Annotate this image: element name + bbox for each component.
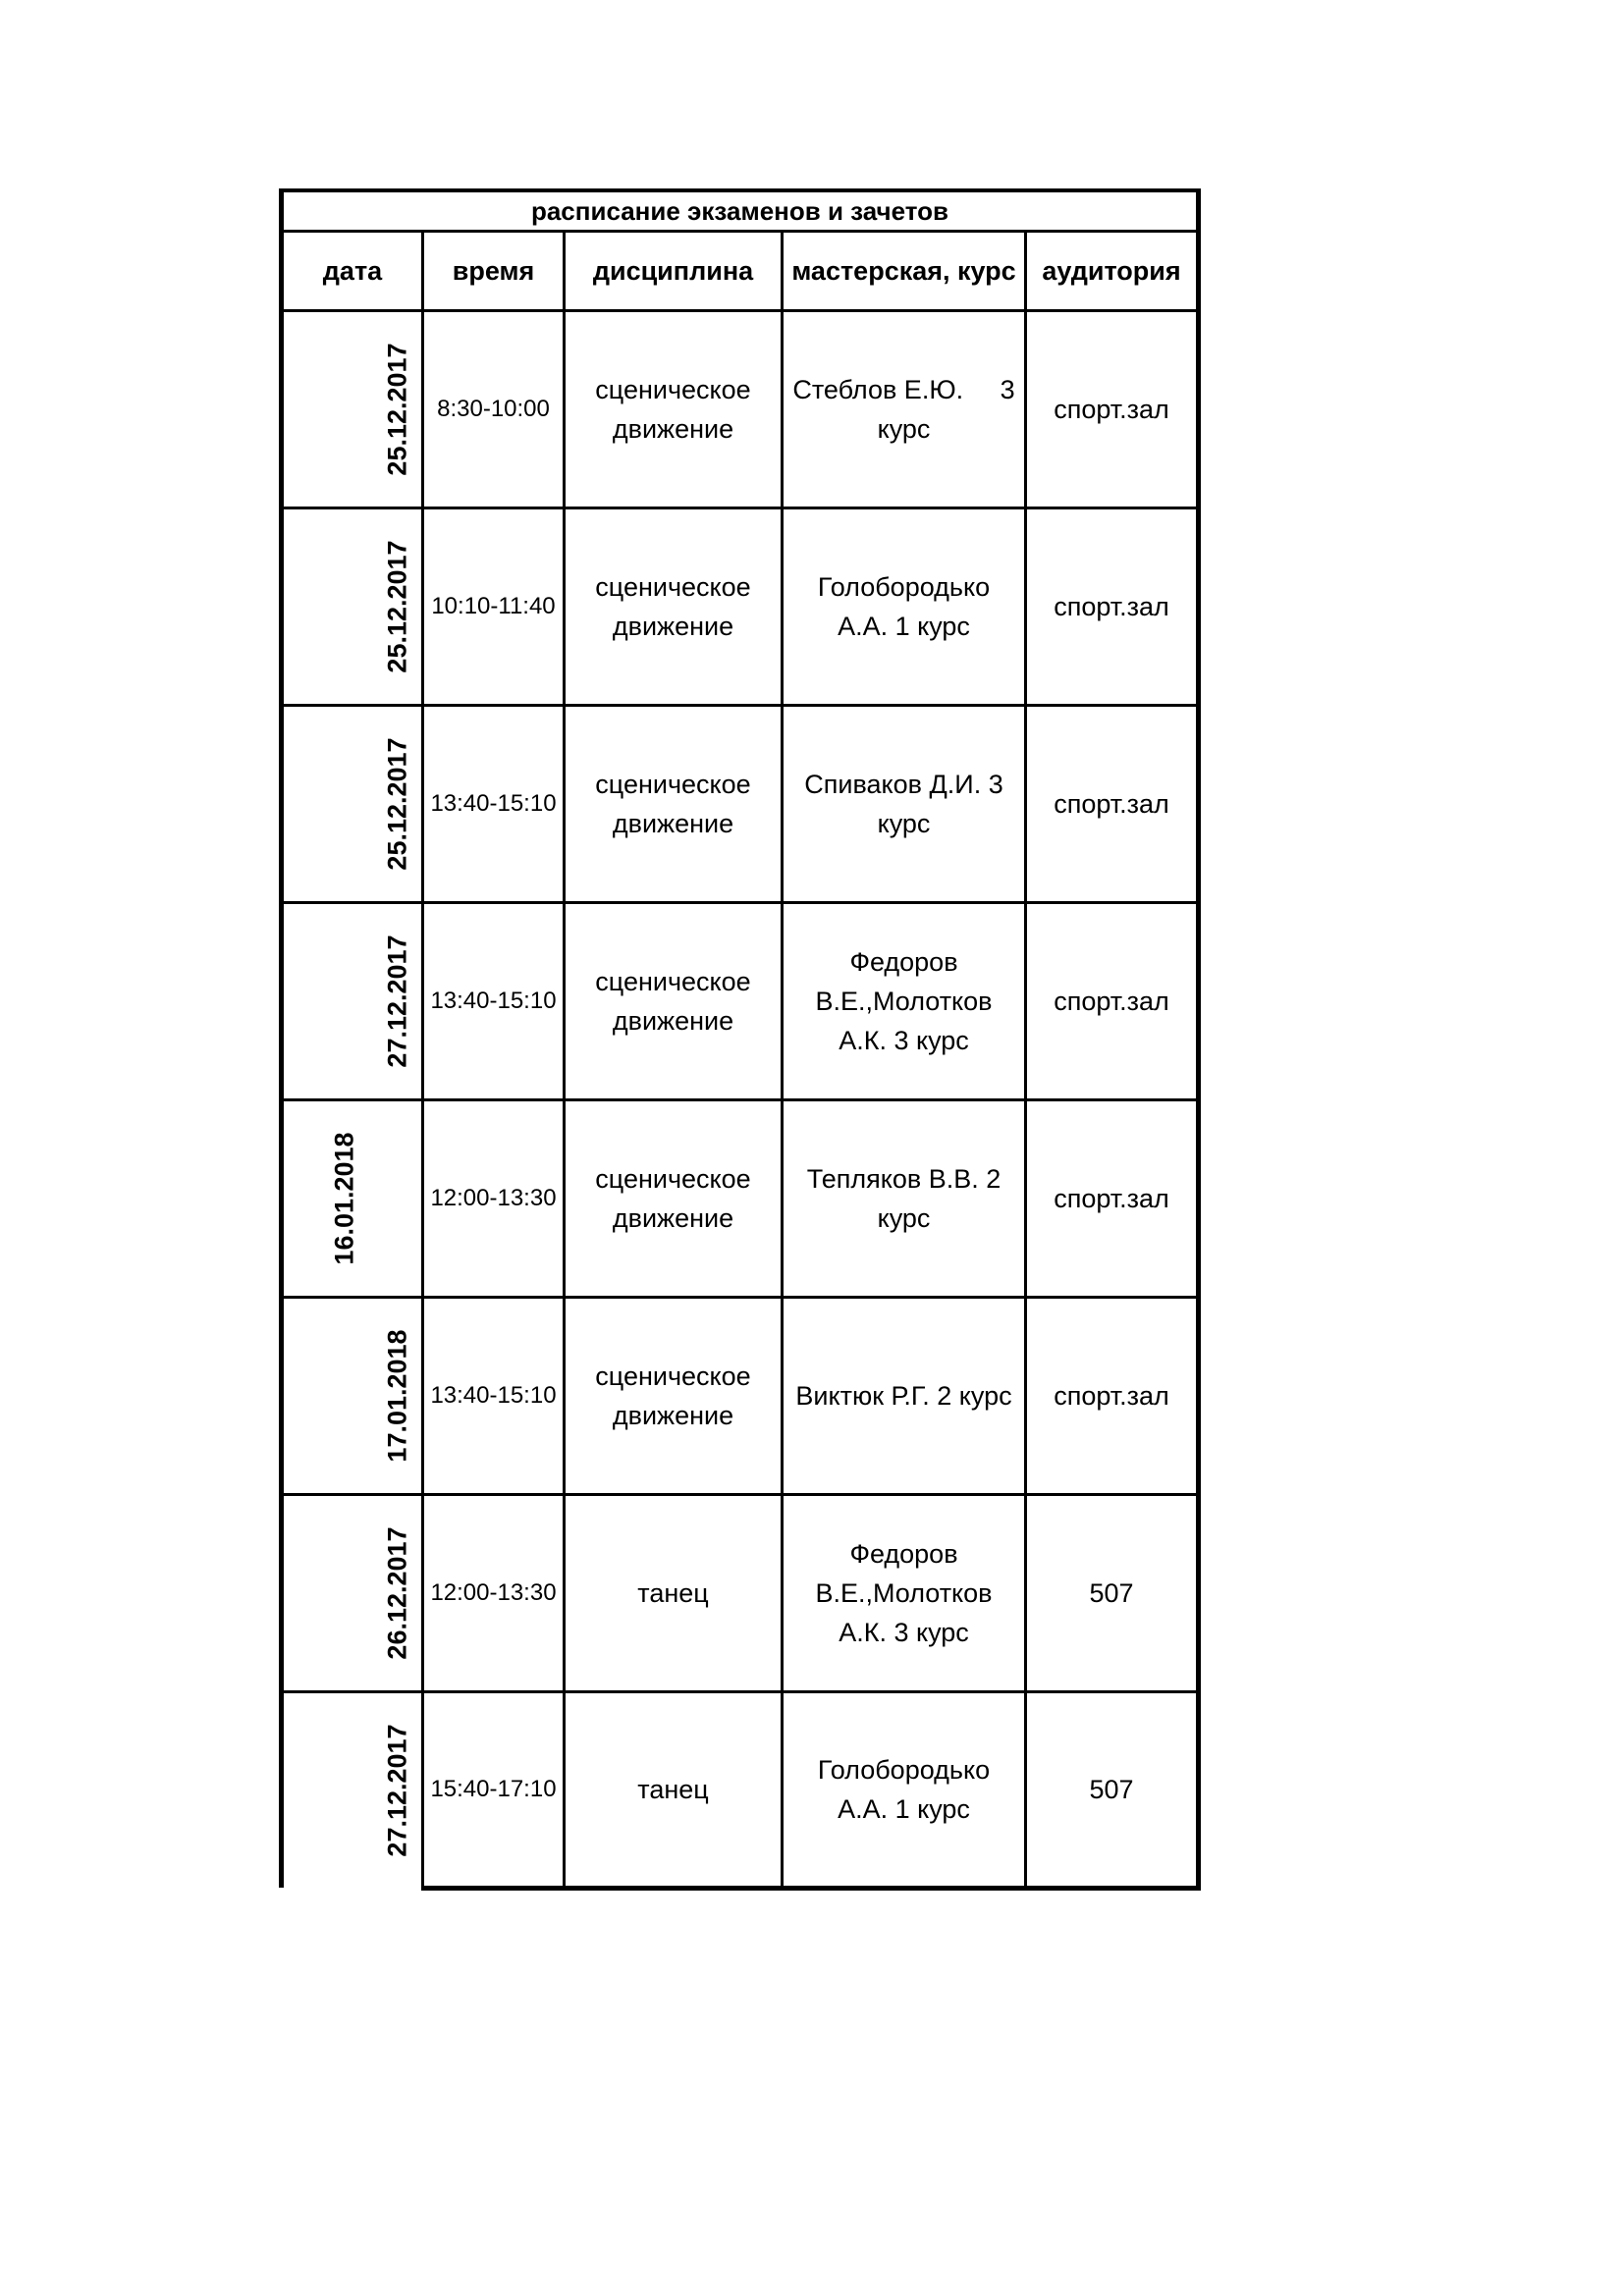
header-master: мастерская, курс xyxy=(783,232,1026,311)
time-cell: 13:40-15:10 xyxy=(423,903,565,1100)
date-cell xyxy=(282,1495,423,1692)
discipline-text: сценическое движение xyxy=(595,375,751,444)
master-cell xyxy=(783,508,1026,706)
date-cell xyxy=(282,508,423,706)
time-cell: 8:30-10:00 xyxy=(423,311,565,508)
schedule-title: расписание экзаменов и зачетов xyxy=(282,190,1199,232)
date-cell xyxy=(282,706,423,903)
date-text: 16.01.2018 xyxy=(329,1132,359,1265)
master-text: Федоров В.Е.,Молотков А.К. 3 курс xyxy=(815,947,993,1055)
time-cell: 15:40-17:10 xyxy=(423,1692,565,1889)
schedule-table xyxy=(279,188,1201,1891)
table-row xyxy=(282,706,1199,903)
master-text: Тепляков В.В. 2 курс xyxy=(806,1164,1001,1233)
header-time: время xyxy=(423,232,565,311)
discipline-text: сценическое движение xyxy=(595,770,751,838)
table-row xyxy=(282,903,1199,1100)
discipline-text: танец xyxy=(637,1578,709,1608)
discipline-cell xyxy=(565,706,783,903)
discipline-text: сценическое движение xyxy=(595,967,751,1036)
room-cell: спорт.зал xyxy=(1026,508,1199,706)
table-row xyxy=(282,508,1199,706)
discipline-text: сценическое движение xyxy=(595,1362,751,1430)
room-cell: спорт.зал xyxy=(1026,706,1199,903)
time-cell: 10:10-11:40 xyxy=(423,508,565,706)
discipline-cell xyxy=(565,508,783,706)
date-text: 25.12.2017 xyxy=(382,737,412,871)
time-cell: 13:40-15:10 xyxy=(423,706,565,903)
discipline-cell xyxy=(565,1692,783,1889)
room-cell: 507 xyxy=(1026,1495,1199,1692)
table-row xyxy=(282,311,1199,508)
master-cell xyxy=(783,1298,1026,1495)
discipline-cell xyxy=(565,311,783,508)
date-text: 27.12.2017 xyxy=(382,1724,412,1857)
date-text: 25.12.2017 xyxy=(382,343,412,476)
master-cell xyxy=(783,903,1026,1100)
date-text: 17.01.2018 xyxy=(382,1329,412,1463)
discipline-cell xyxy=(565,1298,783,1495)
time-cell: 13:40-15:10 xyxy=(423,1298,565,1495)
room-cell: спорт.зал xyxy=(1026,1298,1199,1495)
table-row xyxy=(282,1298,1199,1495)
table-row xyxy=(282,1100,1199,1298)
table-row xyxy=(282,1692,1199,1889)
date-cell xyxy=(282,903,423,1100)
header-room: аудитория xyxy=(1026,232,1199,311)
date-cell xyxy=(282,1692,423,1889)
discipline-cell xyxy=(565,903,783,1100)
header-discipline: дисциплина xyxy=(565,232,783,311)
master-cell xyxy=(783,1692,1026,1889)
discipline-text: сценическое движение xyxy=(595,572,751,641)
master-text: Спиваков Д.И. 3 курс xyxy=(804,770,1003,838)
table-row xyxy=(282,1495,1199,1692)
date-cell xyxy=(282,1100,423,1298)
discipline-cell xyxy=(565,1100,783,1298)
master-cell xyxy=(783,706,1026,903)
date-cell xyxy=(282,311,423,508)
date-text: 25.12.2017 xyxy=(382,540,412,673)
date-cell xyxy=(282,1298,423,1495)
schedule-sheet xyxy=(279,188,1196,1891)
room-cell: 507 xyxy=(1026,1692,1199,1889)
master-text: Виктюк Р.Г. 2 курс xyxy=(795,1381,1012,1411)
date-text: 26.12.2017 xyxy=(382,1526,412,1660)
master-text: Стеблов Е.Ю. 3 курс xyxy=(792,375,1023,444)
room-cell: спорт.зал xyxy=(1026,1100,1199,1298)
date-text: 27.12.2017 xyxy=(382,934,412,1068)
master-text: Голобородько А.А. 1 курс xyxy=(817,572,991,641)
room-cell: спорт.зал xyxy=(1026,311,1199,508)
master-cell xyxy=(783,1100,1026,1298)
discipline-cell xyxy=(565,1495,783,1692)
discipline-text: танец xyxy=(637,1774,709,1804)
room-cell: спорт.зал xyxy=(1026,903,1199,1100)
master-text: Федоров В.Е.,Молотков А.К. 3 курс xyxy=(815,1539,993,1647)
time-cell: 12:00-13:30 xyxy=(423,1495,565,1692)
master-cell xyxy=(783,1495,1026,1692)
master-text: Голобородько А.А. 1 курс xyxy=(817,1754,991,1824)
header-date: дата xyxy=(282,232,423,311)
discipline-text: сценическое движение xyxy=(595,1164,751,1233)
time-cell: 12:00-13:30 xyxy=(423,1100,565,1298)
master-cell xyxy=(783,311,1026,508)
